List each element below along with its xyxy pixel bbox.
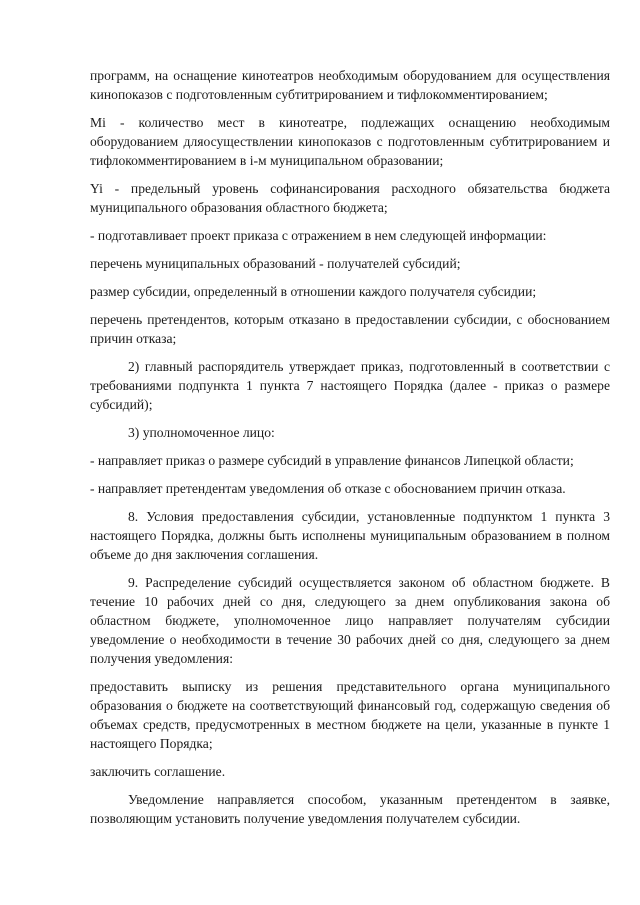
paragraph: - подготавливает проект приказа с отражением в нем следующей информации: xyxy=(90,228,547,243)
paragraph: Yi - предельный уровень софинансирования расходного обязательства бюджета муниципального образования областного бюджета; xyxy=(90,181,610,215)
paragraph: Mi - количество мест в кинотеатре, подлежащих оснащению необходимым оборудованием дляосуществлении кинопоказов с подготовленным субтитрированием и тифлокомментированием в i-м муниципальном образовании; xyxy=(90,115,610,168)
paragraph: 9. Распределение субсидий осуществляется законом об областном бюджете. В течение 10 рабочих дней со дня, следующего за днем опубликования закона об областном бюджете, уполномоченное лицо направляет получателям субсидии уведомление о необходимости в течение 30 рабочих дней со дня, следующего за днем получения уведомления: xyxy=(90,575,610,666)
paragraph: перечень муниципальных образований - получателей субсидий; xyxy=(90,256,461,271)
paragraph: - направляет приказ о размере субсидий в управление финансов Липецкой области; xyxy=(90,453,574,468)
paragraph: 3) уполномоченное лицо: xyxy=(128,425,275,440)
paragraph: размер субсидии, определенный в отношении каждого получателя субсидии; xyxy=(90,284,537,299)
paragraph: 2) главный распорядитель утверждает приказ, подготовленный в соответствии с требованиями подпункта 1 пункта 7 настоящего Порядка (далее - приказ о размере субсидий); xyxy=(90,359,610,412)
paragraph: - направляет претендентам уведомления об отказе с обоснованием причин отказа. xyxy=(90,481,566,496)
paragraph: перечень претендентов, которым отказано в предоставлении субсидии, с обоснованием причин отказа; xyxy=(90,312,610,346)
paragraph: программ, на оснащение кинотеатров необходимым оборудованием для осуществления кинопоказов с подготовленным субтитрированием и тифлокомментированием; xyxy=(90,68,610,102)
paragraph: Уведомление направляется способом, указанным претендентом в заявке, позволяющим установить получение уведомления получателем субсидии. xyxy=(90,792,610,826)
paragraph: предоставить выписку из решения представительного органа муниципального образования о бюджете на соответствующий финансовый год, содержащую сведения об объемах средств, предусмотренных в местном бюджете на цели, указанные в пункте 1 настоящего Порядка; xyxy=(90,679,610,751)
paragraph: заключить соглашение. xyxy=(90,764,226,779)
paragraph: 8. Условия предоставления субсидии, установленные подпунктом 1 пункта 3 настоящего Порядка, должны быть исполнены муниципальным образованием в полном объеме до дня заключения соглашения. xyxy=(90,509,610,562)
